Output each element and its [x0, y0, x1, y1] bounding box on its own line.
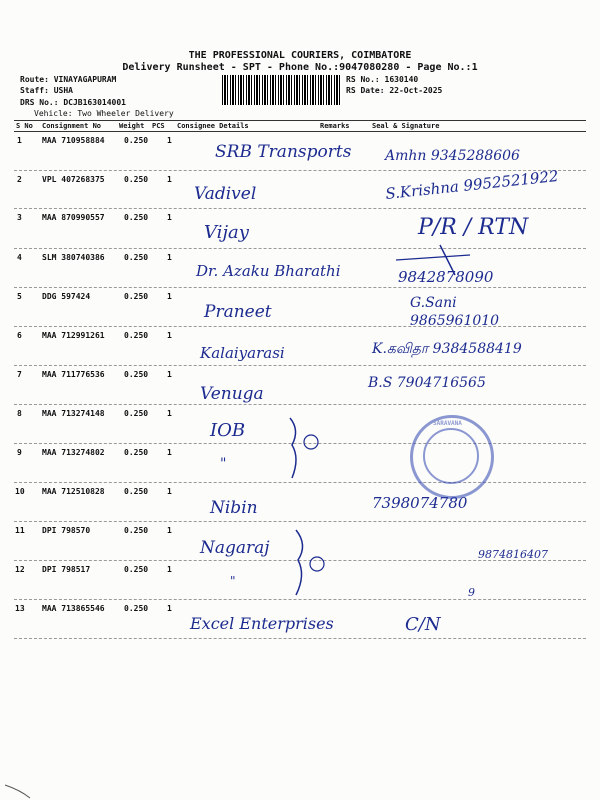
row-consignee: Praneet	[204, 302, 272, 322]
row-pcs: 1	[167, 526, 172, 535]
row-consignment: DPI 798570	[42, 526, 91, 535]
row-pcs: 1	[167, 175, 172, 184]
row-pcs: 1	[167, 487, 172, 496]
row-consignment: MAA 713274148	[42, 409, 105, 418]
row-consignment: MAA 711776536	[42, 370, 105, 379]
row-weight: 0.250	[124, 565, 149, 574]
row-sno: 10	[15, 487, 25, 496]
staff-label: Staff: USHA	[20, 86, 73, 95]
row-pcs: 1	[167, 409, 172, 418]
seal-text: SARAVANA	[433, 420, 462, 427]
row-signature: K.கவிதா 9384588419	[372, 341, 522, 357]
rs-date-label: RS Date: 22-Oct-2025	[346, 86, 443, 95]
row-consignment: MAA 870990557	[42, 213, 105, 222]
row-signature: B.S 7904716565	[368, 375, 486, 391]
seal-inner-ring	[423, 428, 479, 484]
rs-no-label: RS No.: 1630140	[346, 75, 419, 84]
row-consignee: Dr. Azaku Bharathi	[196, 262, 341, 280]
col-sno: S No	[16, 122, 33, 130]
row-consignee: "	[220, 456, 227, 472]
row-consignment: MAA 710958884	[42, 136, 105, 145]
col-consignee: Consignee Details	[177, 122, 249, 130]
vehicle-label: Vehicle: Two Wheeler Delivery	[34, 109, 174, 118]
row-sno: 4	[17, 253, 22, 262]
row-signature: G.Sani 9865961010	[410, 295, 500, 329]
row-signature: Amhn 9345288606	[385, 148, 520, 164]
row-signature: S.Krishna 9952521922	[384, 166, 560, 204]
row-consignment: DDG 597424	[42, 292, 91, 301]
row-pcs: 1	[167, 448, 172, 457]
row-consignment: VPL 407268375	[42, 175, 105, 184]
col-consignment: Consignment No	[42, 122, 102, 130]
row-consignee: IOB	[210, 420, 246, 441]
bracket-nagaraj	[296, 530, 303, 595]
col-seal: Seal & Signature	[372, 122, 440, 130]
row-sno: 13	[15, 604, 25, 613]
row-weight: 0.250	[124, 526, 149, 535]
bracket-iob-count	[304, 435, 318, 449]
row-sno: 3	[17, 213, 22, 222]
row-weight: 0.250	[124, 292, 149, 301]
row-consignment: MAA 713865546	[42, 604, 105, 613]
row-consignee: Vijay	[204, 222, 249, 243]
row-consignment: DPI 798517	[42, 565, 91, 574]
row-signature: C/N	[405, 614, 441, 635]
row-signature: P/R / RTN	[418, 215, 529, 240]
row-weight: 0.250	[124, 175, 149, 184]
row-consignment: MAA 713274802	[42, 448, 105, 457]
row-sno: 2	[17, 175, 22, 184]
company-seal	[410, 415, 494, 499]
runsheet-title: THE PROFESSIONAL COURIERS, COIMBATORE	[188, 50, 412, 61]
row-sno: 1	[17, 136, 22, 145]
row-weight: 0.250	[124, 370, 149, 379]
row-pcs: 1	[167, 565, 172, 574]
row-signature: 9	[468, 586, 475, 599]
row-consignee: Kalaiyarasi	[200, 344, 285, 362]
row-sno: 11	[15, 526, 25, 535]
row-consignee: SRB Transports	[215, 142, 352, 162]
row-sno: 12	[15, 565, 25, 574]
row-consignee: Nibin	[210, 498, 258, 518]
row-consignee: "	[230, 574, 236, 588]
runsheet-subtitle: Delivery Runsheet - SPT - Phone No.:9047080280 - Page No.:1	[122, 62, 478, 73]
row-pcs: 1	[167, 370, 172, 379]
row-pcs: 1	[167, 292, 172, 301]
row-signature: 7398074780	[372, 494, 468, 512]
col-pcs: PCS	[152, 122, 165, 130]
row-weight: 0.250	[124, 409, 149, 418]
row-sno: 6	[17, 331, 22, 340]
row-pcs: 1	[167, 604, 172, 613]
row-sno: 5	[17, 292, 22, 301]
col-remarks: Remarks	[320, 122, 350, 130]
row-sno: 8	[17, 409, 22, 418]
bracket-iob	[290, 418, 296, 478]
row-weight: 0.250	[124, 253, 149, 262]
bracket-nagaraj-count	[310, 557, 324, 571]
row-pcs: 1	[167, 253, 172, 262]
signature-strike-4	[396, 255, 470, 260]
row-pcs: 1	[167, 331, 172, 340]
row-sno: 7	[17, 370, 22, 379]
route-label: Route: VINAYAGAPURAM	[20, 75, 117, 84]
corner-mark	[5, 785, 30, 798]
row-consignment: MAA 712991261	[42, 331, 105, 340]
row-consignment: MAA 712510828	[42, 487, 105, 496]
drs-label: DRS No.: DCJB163014001	[20, 98, 126, 107]
signature-slash-4	[440, 245, 455, 275]
row-pcs: 1	[167, 136, 172, 145]
row-consignee: Vadivel	[194, 184, 257, 204]
row-consignee: Excel Enterprises	[190, 614, 334, 633]
row-signature: 9842878090	[398, 268, 494, 286]
row-consignee: Venuga	[200, 384, 264, 404]
row-pcs: 1	[167, 213, 172, 222]
row-sno: 9	[17, 448, 22, 457]
row-weight: 0.250	[124, 604, 149, 613]
row-weight: 0.250	[124, 331, 149, 340]
col-weight: Weight	[119, 122, 145, 130]
row-weight: 0.250	[124, 213, 149, 222]
row-signature: 9874816407	[478, 548, 548, 561]
row-weight: 0.250	[124, 448, 149, 457]
row-consignment: SLM 380740386	[42, 253, 105, 262]
row-weight: 0.250	[124, 136, 149, 145]
row-consignee: Nagaraj	[200, 538, 270, 558]
row-weight: 0.250	[124, 487, 149, 496]
